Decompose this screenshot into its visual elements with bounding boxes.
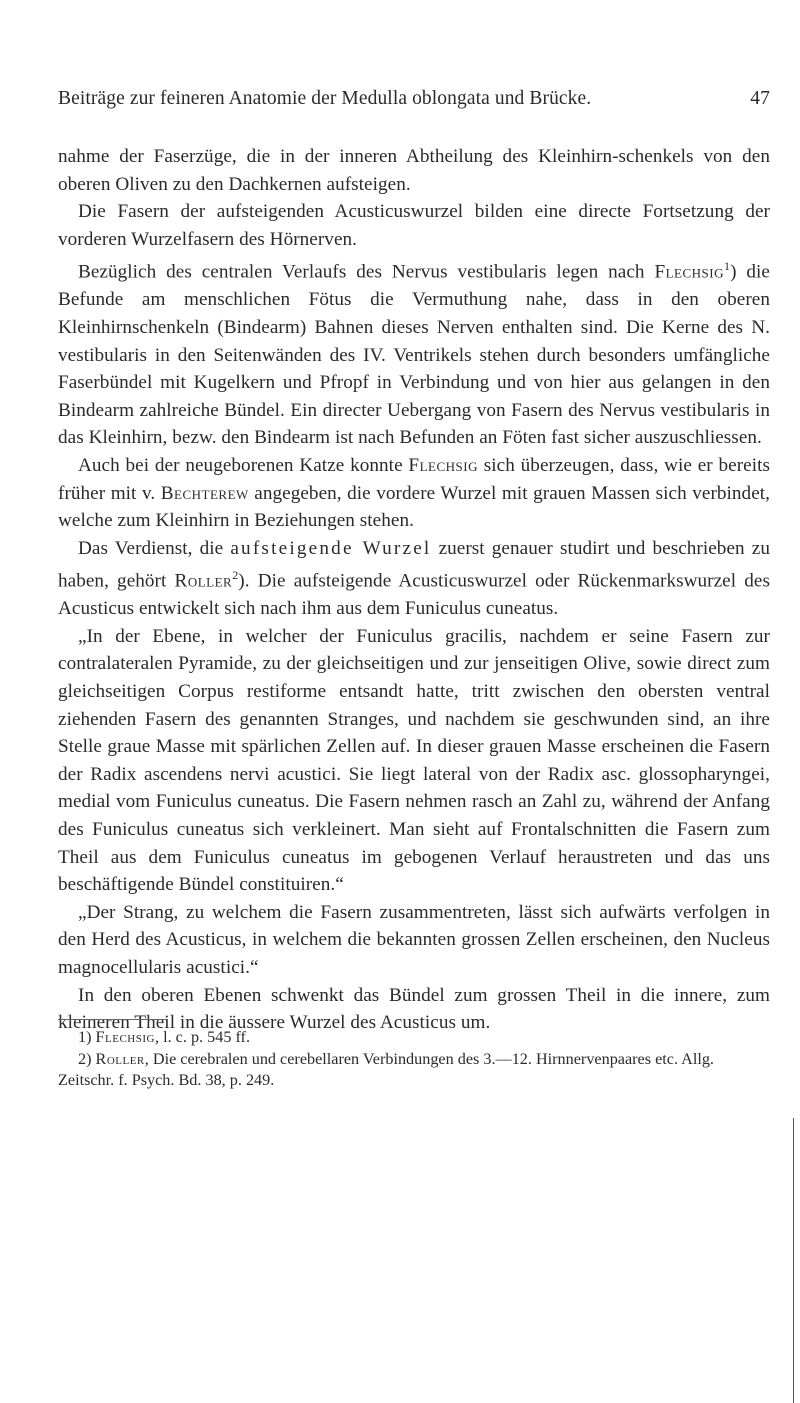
author-flechsig: Flechsig	[654, 261, 724, 283]
paragraph-3	[58, 253, 770, 452]
footnote-1-label: 1)	[78, 1028, 92, 1046]
page-number: 47	[750, 88, 770, 109]
main-text	[58, 143, 770, 1037]
paragraph-8: In den oberen Ebenen schwenkt das Bündel zum grossen Theil in die innere, zum kleineren Theil in die äussere Wurzel des Acusticus um.	[58, 984, 770, 1034]
author-flechsig: Flechsig	[408, 454, 478, 476]
paragraph-5	[58, 535, 770, 623]
footnote-divider	[58, 1019, 166, 1020]
paragraph-7-quote: „Der Strang, zu welchem die Fasern zusammentreten, lässt sich aufwärts verfolgen in den Herd des Acusticus, in welchem die bekannten grossen Zellen erscheinen, den Nucleus magnocellularis acustici.“	[58, 901, 770, 978]
footnote-2	[58, 1049, 770, 1092]
p4-text-after: angegeben, die vordere Wurzel mit grauen Massen sich verbindet, welche zum Kleinhirn in Beziehungen stehen.	[58, 482, 770, 532]
p5-text-before: Das Verdienst, die	[78, 537, 231, 559]
p4-text-middle: sich überzeugen, dass, wie er bereits früher mit v.	[58, 454, 770, 504]
emphasis-spaced: aufsteigende Wurzel	[230, 537, 432, 559]
footnote-1-text: , l. c. p. 545 ff.	[154, 1028, 250, 1046]
paragraph-4	[58, 452, 770, 535]
running-title: Beiträge zur feineren Anatomie der Medulla oblongata und Brücke.	[58, 88, 592, 109]
footnote-1	[58, 1027, 770, 1049]
author-roller: Roller	[174, 570, 233, 592]
footnotes	[58, 1027, 770, 1092]
p3-text-after: ) die Befunde am menschlichen Fötus die Vermuthung nahe, dass in den oberen Kleinhirnschenkeln (Bindearm) Bahnen dieses Nerven enthalten sind. Die Kerne des N. vestibularis in den Seitenwänden des IV. Ventrikels stehen durch besonders umfängliche Faserbündel mit Kugelkern und Pfropf in Verbindung und von hier aus gelangen in den Bindearm zahlreiche Bündel. Ein directer Uebergang von Fasern des Nervus vestibularis in das Kleinhirn, bezw. den Bindearm ist nach Befunden an Föten fast sicher auszuschliessen.	[58, 261, 770, 449]
page-edge-line	[793, 1118, 800, 1403]
footnote-ref-2: 2	[232, 568, 239, 583]
footnote-2-text: , Die cerebralen und cerebellaren Verbindungen des 3.—12. Hirnnervenpaares etc. Allg. Zeitschr. f. Psych. Bd. 38, p. 249.	[58, 1049, 714, 1089]
footnote-2-author: Roller	[95, 1049, 145, 1068]
author-bechterew: Bechterew	[160, 482, 249, 504]
p5-text-middle: zuerst genauer studirt und beschrieben zu haben, gehört	[58, 537, 770, 592]
footnote-1-author: Flechsig	[95, 1028, 155, 1046]
footnote-ref-1: 1	[724, 259, 731, 274]
paragraph-6-quote: „In der Ebene, in welcher der Funiculus gracilis, nachdem er seine Fasern zur contralateralen Pyramide, zu der gleichseitigen und zur jenseitigen Olive, sowie direct zum gleichseitigen Corpus restiforme entsandt hatte, tritt zwischen den obersten ventral ziehenden Fasern des genannten Stranges, und nachdem sie geschwunden sind, an ihre Stelle graue Masse mit spärlichen Zellen auf. In dieser grauen Masse erscheinen die Fasern der Radix ascendens nervi acustici. Sie liegt lateral von der Radix asc. glossopharyngei, medial vom Funiculus cuneatus. Die Fasern nehmen rasch an Zahl zu, während der Anfang des Funiculus cuneatus sich verkleinert. Man sieht auf Frontalschnitten die Fasern zum Theil aus dem Funiculus cuneatus im gebogenen Verlauf heraustreten und das uns beschäftigende Bündel constituiren.“	[58, 625, 770, 896]
paragraph-2: Die Fasern der aufsteigenden Acusticuswurzel bilden eine directe Fortsetzung der vorderen Wurzelfasern des Hörnerven.	[58, 201, 770, 250]
p3-text-before: Bezüglich des centralen Verlaufs des Nervus vestibularis legen nach	[78, 261, 655, 283]
p4-text-before: Auch bei der neugeborenen Katze konnte	[78, 454, 409, 476]
p5-text-after: ). Die aufsteigende Acusticuswurzel oder Rückenmarkswurzel des Acusticus entwickelt sich nach ihm aus dem Funiculus cuneatus.	[58, 570, 770, 620]
footnote-2-label: 2)	[78, 1049, 92, 1068]
paragraph-1: nahme der Faserzüge, die in der inneren Abtheilung des Kleinhirn-schenkels von den oberen Oliven zu den Dachkernen aufsteigen.	[58, 146, 770, 195]
